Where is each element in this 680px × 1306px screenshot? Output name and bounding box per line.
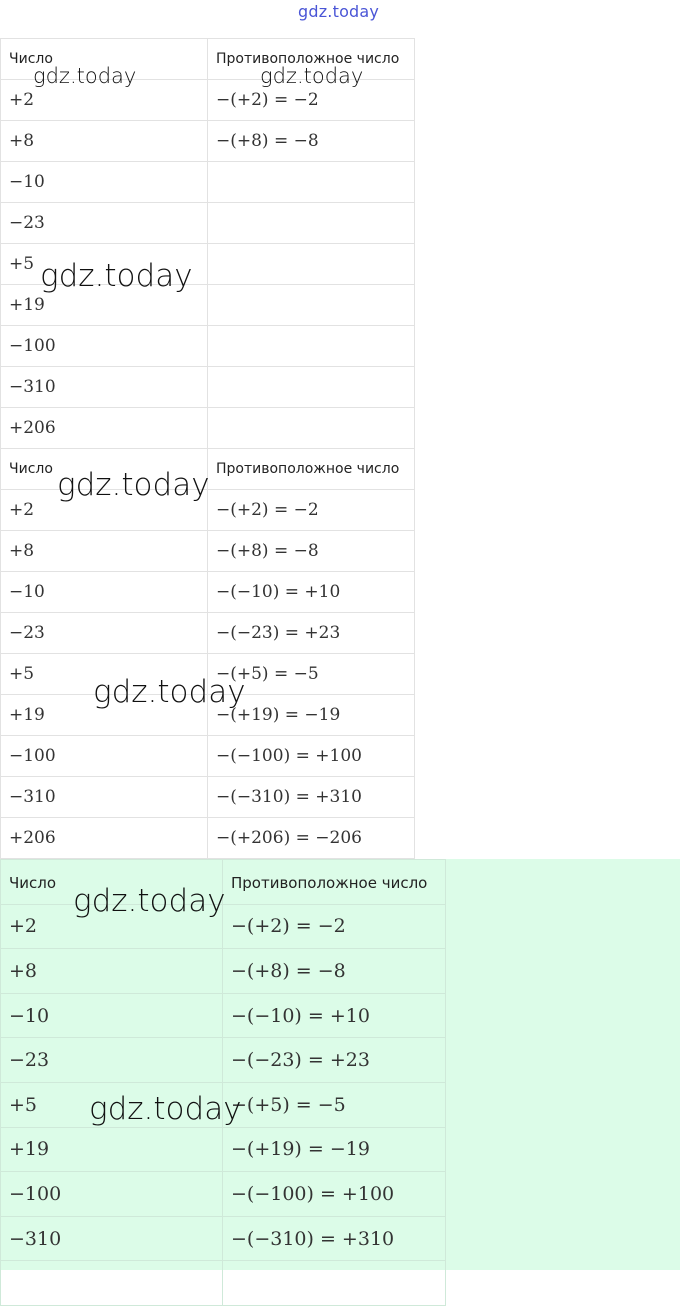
opposite-number-cell: −(−10) = +10 xyxy=(223,993,446,1038)
watermark: gdz.today xyxy=(73,883,226,919)
opposite-number-cell: −(−100) = +100 xyxy=(208,736,415,777)
number-cell: −10 xyxy=(1,993,223,1038)
opposite-number-cell: −(−310) = +310 xyxy=(208,777,415,818)
table-header-row xyxy=(1,449,415,490)
table-row xyxy=(1,1038,446,1083)
table-row xyxy=(1,121,415,162)
table-row xyxy=(1,1082,446,1127)
table-row xyxy=(1,949,446,994)
column-header-opposite: Противоположное число xyxy=(208,39,415,80)
opposite-number-cell xyxy=(208,326,415,367)
column-header-number: Число xyxy=(1,860,223,905)
column-header-number: Число xyxy=(1,449,208,490)
table-row xyxy=(1,904,446,949)
number-cell: −23 xyxy=(1,203,208,244)
watermark: gdz.today xyxy=(260,64,364,88)
opposite-number-cell xyxy=(208,367,415,408)
number-cell: +5 xyxy=(1,244,208,285)
site-logo-text: gdz.today xyxy=(298,2,380,21)
table-row xyxy=(1,326,415,367)
table-row xyxy=(1,572,415,613)
opposite-number-cell: −(−310) = +310 xyxy=(223,1216,446,1261)
table-row xyxy=(1,1172,446,1217)
table-row xyxy=(1,531,415,572)
column-header-opposite: Противоположное число xyxy=(223,860,446,905)
opposite-number-cell: −(+19) = −19 xyxy=(223,1127,446,1172)
number-cell xyxy=(1,1261,223,1306)
answer-table-complete xyxy=(0,448,415,859)
watermark: gdz.today xyxy=(57,467,210,503)
opposite-number-cell xyxy=(208,203,415,244)
number-cell: +2 xyxy=(1,80,208,121)
opposite-number-cell: −(+2) = −2 xyxy=(208,80,415,121)
number-cell: +5 xyxy=(1,654,208,695)
table-header-row xyxy=(1,39,415,80)
table-row xyxy=(1,1127,446,1172)
opposite-number-cell xyxy=(208,408,415,449)
opposite-number-cell: −(+8) = −8 xyxy=(208,531,415,572)
number-cell: −23 xyxy=(1,613,208,654)
table-row xyxy=(1,244,415,285)
opposite-number-cell xyxy=(208,244,415,285)
number-cell: +206 xyxy=(1,818,208,859)
number-cell: −100 xyxy=(1,326,208,367)
watermark: gdz.today xyxy=(40,258,193,294)
answer-table-highlighted xyxy=(0,859,446,1306)
table-row xyxy=(1,490,415,531)
number-cell: +5 xyxy=(1,1082,223,1127)
number-cell: −10 xyxy=(1,162,208,203)
table-row xyxy=(1,613,415,654)
number-cell: −100 xyxy=(1,1172,223,1217)
opposite-number-cell: −(+2) = −2 xyxy=(208,490,415,531)
opposite-number-cell: −(−10) = +10 xyxy=(208,572,415,613)
number-cell: −310 xyxy=(1,367,208,408)
number-cell: +206 xyxy=(1,408,208,449)
column-header-number: Число xyxy=(1,39,208,80)
number-cell: +8 xyxy=(1,121,208,162)
opposite-number-cell: −(+5) = −5 xyxy=(208,654,415,695)
number-cell: +19 xyxy=(1,1127,223,1172)
number-cell: −310 xyxy=(1,1216,223,1261)
table-row xyxy=(1,1216,446,1261)
table-row xyxy=(1,818,415,859)
table-row xyxy=(1,203,415,244)
table-row xyxy=(1,408,415,449)
opposite-number-cell: −(+5) = −5 xyxy=(223,1082,446,1127)
watermark: gdz.today xyxy=(93,674,246,710)
table-header-row xyxy=(1,860,446,905)
column-header-opposite: Противоположное число xyxy=(208,449,415,490)
opposite-number-cell: −(+8) = −8 xyxy=(208,121,415,162)
table-row xyxy=(1,162,415,203)
opposite-number-cell xyxy=(208,285,415,326)
number-cell: +19 xyxy=(1,695,208,736)
table-row xyxy=(1,695,415,736)
table-row xyxy=(1,367,415,408)
watermark: gdz.today xyxy=(89,1091,242,1127)
number-cell: −23 xyxy=(1,1038,223,1083)
opposite-number-cell xyxy=(208,162,415,203)
number-cell: +8 xyxy=(1,949,223,994)
number-cell: +8 xyxy=(1,531,208,572)
number-cell: +2 xyxy=(1,490,208,531)
table-row xyxy=(1,777,415,818)
number-cell: −310 xyxy=(1,777,208,818)
number-cell: −100 xyxy=(1,736,208,777)
number-cell: +2 xyxy=(1,904,223,949)
opposite-number-cell: −(−23) = +23 xyxy=(223,1038,446,1083)
opposite-number-cell: −(+19) = −19 xyxy=(208,695,415,736)
table-row xyxy=(1,654,415,695)
opposite-number-cell: −(+2) = −2 xyxy=(223,904,446,949)
number-cell: +19 xyxy=(1,285,208,326)
opposite-number-cell xyxy=(223,1261,446,1306)
answer-table-partial xyxy=(0,38,415,449)
table-row xyxy=(1,993,446,1038)
opposite-number-cell: −(−100) = +100 xyxy=(223,1172,446,1217)
opposite-number-cell: −(+8) = −8 xyxy=(223,949,446,994)
number-cell: −10 xyxy=(1,572,208,613)
watermark: gdz.today xyxy=(33,64,137,88)
table-row xyxy=(1,80,415,121)
table-row xyxy=(1,285,415,326)
table-row xyxy=(1,1261,446,1306)
opposite-number-cell: −(−23) = +23 xyxy=(208,613,415,654)
opposite-number-cell: −(+206) = −206 xyxy=(208,818,415,859)
table-row xyxy=(1,736,415,777)
